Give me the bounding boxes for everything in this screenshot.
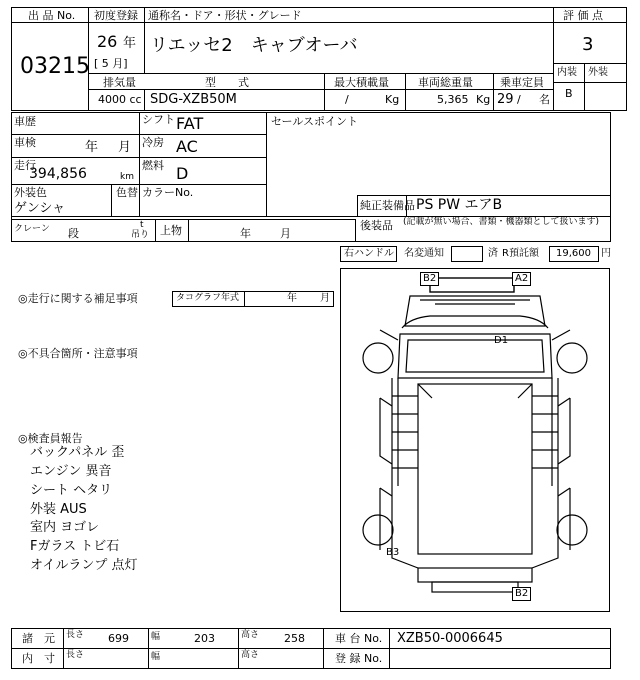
- hoist-month: 月: [280, 227, 291, 240]
- gross-weight-unit: Kg: [476, 93, 491, 106]
- interior-label: 内装: [557, 67, 577, 78]
- grade-label: 評 価 点: [563, 9, 603, 22]
- max-load-label: 最大積載量: [334, 76, 389, 89]
- inner-width-label: 幅: [151, 652, 161, 662]
- gross-weight: 5,365: [437, 93, 469, 106]
- inspection-month: 月: [118, 140, 132, 155]
- model-label: 型 式: [205, 76, 249, 89]
- lot-label: 出 品 No.: [28, 9, 76, 22]
- mileage: 394,856: [29, 166, 87, 182]
- car-name: リエッセ2 キャブオーバ: [150, 35, 358, 56]
- first-reg-label: 初度登録: [94, 9, 138, 22]
- shift: FAT: [176, 114, 204, 133]
- aftermarket-note: (記載が無い場合、書類・機器類として扱います): [403, 217, 600, 227]
- damage-mark: D1: [494, 335, 509, 346]
- inspector-item: 室内 ヨゴレ: [30, 520, 100, 535]
- inspection-year: 年: [85, 140, 99, 155]
- genuine-equipment: PS PW エアB: [416, 197, 503, 213]
- damage-mark: B3: [386, 547, 400, 558]
- shift-label: シフト: [142, 113, 175, 126]
- genuine-equipment-label: 純正装備品: [360, 199, 415, 212]
- right-hand: 右ハンドル: [344, 248, 394, 259]
- length: 699: [108, 632, 129, 645]
- tacho-month: 月: [320, 293, 330, 304]
- name-label: 通称名・ドア・形状・グレード: [148, 9, 302, 22]
- capacity: 29: [497, 92, 514, 107]
- chassis: XZB50-0006645: [397, 631, 503, 646]
- tachograph-label: タコグラフ年式: [176, 293, 240, 303]
- driving-notes-label: ◎走行に関する補足事項: [18, 292, 138, 305]
- capacity-unit: 名: [539, 93, 550, 106]
- fuel-label: 燃料: [142, 159, 164, 172]
- damage-mark: B2: [512, 587, 531, 601]
- history-label: 車歴: [14, 115, 36, 128]
- first-reg-year: 26: [97, 32, 118, 51]
- color-no-label: カラーNo.: [142, 186, 194, 199]
- recycle-label: R預託額: [502, 248, 539, 259]
- inner-label: 内 寸: [22, 652, 55, 665]
- recycle-amount: 19,600: [556, 248, 591, 259]
- interior-grade: B: [565, 87, 573, 100]
- inner-height-label: 高さ: [241, 650, 260, 660]
- fuel: D: [176, 164, 189, 183]
- inspector-label: ◎検査員報告: [18, 432, 83, 445]
- exterior-label: 外装: [588, 67, 608, 78]
- displacement-label: 排気量: [103, 76, 136, 89]
- hoist-label: 上物: [160, 224, 182, 237]
- inspector-item: 外装 AUS: [30, 502, 87, 517]
- inspector-item: エンジン 異音: [30, 464, 112, 479]
- recycle-unit: 円: [601, 248, 611, 259]
- displacement: 4000 cc: [98, 93, 142, 106]
- model: SDG-XZB50M: [150, 92, 237, 107]
- inspector-item: Fガラス トビ石: [30, 539, 120, 554]
- inspector-item: オイルランプ 点灯: [30, 558, 138, 573]
- sales-point-label: セールスポイント: [271, 115, 359, 128]
- name-change-box: [451, 246, 483, 262]
- inner-length-label: 長さ: [66, 650, 85, 660]
- ac-label: 冷房: [142, 136, 164, 149]
- chassis-label: 車 台 No.: [335, 632, 383, 645]
- gross-weight-label: 車両総重量: [418, 76, 473, 89]
- crane-label: クレーン: [14, 224, 50, 234]
- inspector-item: バックパネル 歪: [30, 445, 125, 460]
- mileage-unit: km: [120, 172, 134, 182]
- mileage-label: 走行: [14, 159, 36, 172]
- inspector-item: シート ヘタリ: [30, 483, 113, 498]
- exterior-color: ゲンシャ: [14, 201, 66, 216]
- width-label: 幅: [151, 632, 161, 642]
- color-change-label: 色替: [116, 186, 138, 199]
- inspection-label: 車検: [14, 136, 36, 149]
- defects-label: ◎不具合箇所・注意事項: [18, 347, 138, 360]
- vehicle-diagram: [340, 268, 610, 612]
- crane-row: [11, 219, 356, 242]
- crane-hang: 吊り: [131, 230, 150, 240]
- crane-ton: t: [140, 220, 144, 230]
- capacity-sep: /: [517, 93, 521, 106]
- aftermarket-label: 後装品: [360, 219, 393, 232]
- hoist-year: 年: [240, 227, 251, 240]
- exterior-color-label: 外装色: [14, 186, 47, 199]
- first-reg-month: [ 5 月]: [94, 57, 128, 70]
- max-load-unit: Kg: [385, 93, 400, 106]
- crane-stage: 段: [68, 227, 79, 240]
- height: 258: [284, 632, 305, 645]
- height-label: 高さ: [241, 630, 260, 640]
- spec-label: 諸 元: [22, 632, 55, 645]
- registration-label: 登 録 No.: [335, 652, 383, 665]
- year-unit: 年: [123, 36, 137, 51]
- ac: AC: [176, 137, 198, 156]
- damage-mark: A2: [512, 272, 531, 286]
- capacity-label: 乗車定員: [500, 76, 544, 89]
- grade-value: 3: [582, 34, 594, 55]
- width: 203: [194, 632, 215, 645]
- name-change-label: 名変通知: [404, 248, 444, 259]
- lot-number: 03215: [20, 54, 90, 79]
- damage-mark: B2: [420, 272, 439, 286]
- length-label: 長さ: [66, 630, 85, 640]
- tacho-year: 年: [287, 293, 297, 304]
- max-load: /: [345, 93, 349, 106]
- recycle-mark: 済: [488, 248, 498, 259]
